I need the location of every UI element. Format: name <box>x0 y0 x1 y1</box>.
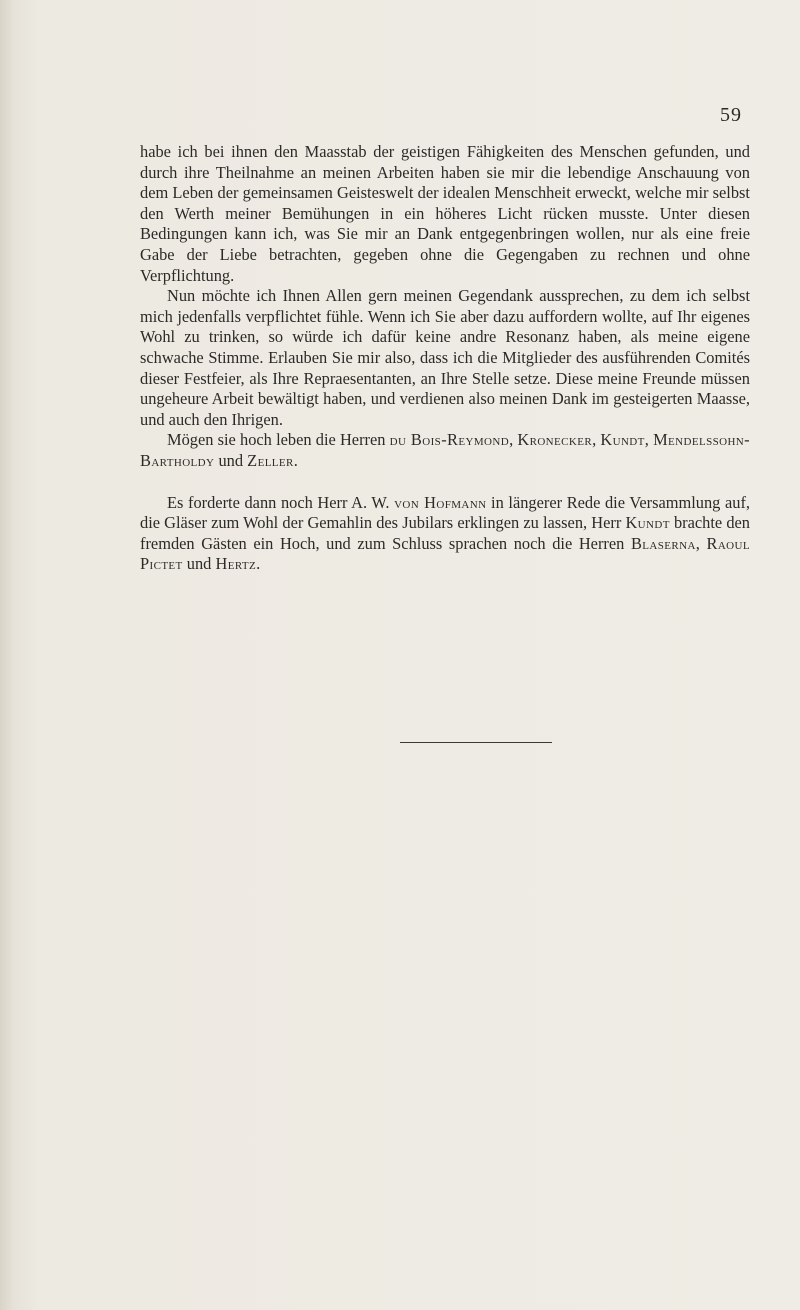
person-name: Kundt <box>600 430 645 450</box>
person-name: du Bois-Reymond <box>389 430 510 450</box>
paragraph-3: Mögen sie hoch leben die Herren du Bois-Reymond, Kronecker, Kundt, Mendelssohn-Bartholdy und Zeller. <box>140 430 751 470</box>
person-name: von Hofmann <box>394 492 487 512</box>
person-name: Kundt <box>625 513 670 533</box>
section-divider <box>400 742 552 743</box>
page-number: 59 <box>720 104 742 126</box>
body-text <box>140 142 750 575</box>
paragraph-4: Es forderte dann noch Herr A. W. von Hofmann in längerer Rede die Versammlung auf, die Gläser zum Wohl der Gemahlin des Jubilars erklingen zu lassen, Herr Kundt brachte den fremden Gästen ein Hoch, und zum Schluss sprachen noch die Herren Blaserna, Raoul Pictet und Hertz. <box>140 492 751 574</box>
person-name: Mendelssohn-Bartholdy <box>140 430 751 470</box>
person-name: Hertz <box>215 554 257 574</box>
person-name: Blaserna <box>630 533 696 553</box>
paragraph-1: habe ich bei ihnen den Maasstab der geistigen Fähigkeiten des Menschen gefunden, und durch ihre Theilnahme an meinen Arbeiten haben sie mir die lebendige Anschauung von dem Leben der gemeinsamen Geisteswelt der idealen Menschheit erweckt, welche mir selbst den Werth meiner Bemühungen in ein höheres Licht rücken musste. Unter diesen Bedingungen kann ich, was Sie mir an Dank entgegenbringen wollen, nur als eine freie Gabe der Liebe betrachten, gegeben ohne die Gegengaben zu rechnen und ohne Verpflichtung. <box>140 142 750 285</box>
toast-intro: Mögen sie hoch leben die Herren <box>167 430 390 450</box>
paragraph-2: Nun möchte ich Ihnen Allen gern meinen Gegendank aussprechen, zu dem ich selbst mich jedenfalls verpflichtet fühle. Wenn ich Sie aber dazu auffordern wollte, auf Ihr eigenes Wohl zu trinken, so würde ich dafür keine andre Resonanz haben, als meine eigene schwache Stimme. Erlauben Sie mir also, dass ich die Mitglieder des ausführenden Comités dieser Festfeier, als Ihre Repraesentanten, an Ihre Stelle setze. Diese meine Freunde müssen ungeheure Arbeit bewältigt haben, und verdienen also meinen Dank im gesteigerten Maasse, und auch den Ihrigen. <box>140 286 750 429</box>
person-name: Kronecker <box>517 430 593 450</box>
person-name: Raoul Pictet <box>140 533 750 574</box>
person-name: Zeller <box>247 450 294 470</box>
